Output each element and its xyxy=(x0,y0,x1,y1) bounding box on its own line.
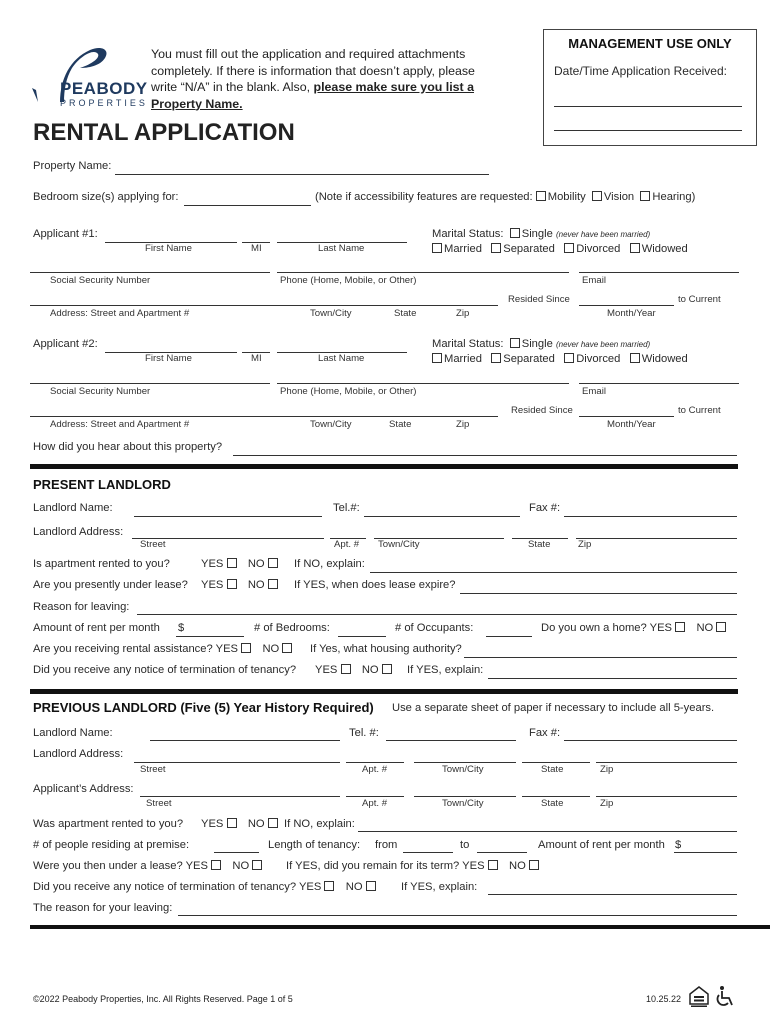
applicant2-ssn[interactable] xyxy=(30,383,270,384)
applicant2-marital: Marital Status: Single (never have been married) xyxy=(432,338,651,350)
no-checkbox[interactable] xyxy=(252,860,262,870)
caption-to-current: to Current xyxy=(678,294,721,305)
received-line-2[interactable] xyxy=(554,130,742,131)
previous-applicant-state-field[interactable] xyxy=(522,796,590,797)
hearing-checkbox[interactable] xyxy=(640,191,650,201)
previous-town-field[interactable] xyxy=(414,762,516,763)
previous-reason-field[interactable] xyxy=(178,915,737,916)
caption-zip: Zip xyxy=(600,764,614,775)
caption-mi: MI xyxy=(251,243,262,254)
caption-zip: Zip xyxy=(456,308,470,319)
previous-length-label: Length of tenancy: xyxy=(268,839,361,851)
present-fax-label: Fax #: xyxy=(529,502,561,514)
caption-last-name: Last Name xyxy=(318,353,365,364)
caption-apt: Apt. # xyxy=(334,539,360,550)
no-checkbox[interactable] xyxy=(366,881,376,891)
logo-sub: PROPERTIES xyxy=(60,98,148,108)
single-checkbox[interactable] xyxy=(510,228,520,238)
applicant1-marital: Marital Status: Single (never have been married) xyxy=(432,228,651,240)
previous-landlord-name-field[interactable] xyxy=(150,740,340,741)
previous-state-field[interactable] xyxy=(522,762,590,763)
caption-street: Street xyxy=(146,798,172,809)
caption-month-year: Month/Year xyxy=(607,308,656,319)
caption-street: Street xyxy=(140,764,166,775)
previous-fax-label: Fax #: xyxy=(529,727,561,739)
previous-rent-field[interactable] xyxy=(674,852,737,853)
no-checkbox[interactable] xyxy=(529,860,539,870)
present-landlord-name-field[interactable] xyxy=(134,516,322,517)
accessibility-icon xyxy=(714,985,736,1012)
widowed-checkbox[interactable] xyxy=(630,353,640,363)
caption-ssn: Social Security Number xyxy=(50,386,151,397)
previous-lease-question: Were you then under a lease? YES NO xyxy=(33,860,264,872)
present-occupants-field[interactable] xyxy=(486,636,532,637)
yes-checkbox[interactable] xyxy=(241,643,251,653)
caption-month-year: Month/Year xyxy=(607,419,656,430)
no-checkbox[interactable] xyxy=(268,818,278,828)
footer-copyright: ©2022 Peabody Properties, Inc. All Rights Reserved. Page 1 of 5 xyxy=(33,994,293,1004)
received-line-1[interactable] xyxy=(554,106,742,107)
present-notice-question: Did you receive any notice of termination of tenancy? xyxy=(33,664,297,676)
hear-label: How did you hear about this property? xyxy=(33,441,223,453)
previous-notice-explain-label: If YES, explain: xyxy=(401,881,478,893)
applicant1-email[interactable] xyxy=(579,272,739,273)
caption-zip: Zip xyxy=(600,798,614,809)
caption-town-city: Town/City xyxy=(442,798,484,809)
previous-from-field[interactable] xyxy=(403,852,453,853)
caption-phone: Phone (Home, Mobile, or Other) xyxy=(280,275,417,286)
previous-landlord-note: Use a separate sheet of paper if necessary to include all 5-years. xyxy=(392,702,715,714)
caption-email: Email xyxy=(582,386,606,397)
property-name-field[interactable] xyxy=(115,174,489,175)
present-reason-label: Reason for leaving: xyxy=(33,601,130,613)
divorced-checkbox[interactable] xyxy=(564,353,574,363)
single-checkbox[interactable] xyxy=(510,338,520,348)
married-checkbox[interactable] xyxy=(432,353,442,363)
present-expire-field[interactable] xyxy=(460,593,737,594)
caption-town-city: Town/City xyxy=(442,764,484,775)
previous-apt-field[interactable] xyxy=(346,762,404,763)
caption-mi: MI xyxy=(251,353,262,364)
yes-checkbox[interactable] xyxy=(675,622,685,632)
caption-state: State xyxy=(394,308,417,319)
no-checkbox[interactable] xyxy=(268,558,278,568)
caption-state: State xyxy=(541,798,564,809)
applicant2-phone[interactable] xyxy=(277,383,569,384)
applicant2-address[interactable] xyxy=(30,416,498,417)
no-checkbox[interactable] xyxy=(716,622,726,632)
accessibility-line: (Note if accessibility features are requested: Mobility Vision Hearing) xyxy=(315,191,696,203)
previous-fax-field[interactable] xyxy=(564,740,737,741)
present-zip-field[interactable] xyxy=(576,538,737,539)
previous-tel-field[interactable] xyxy=(386,740,516,741)
section-divider xyxy=(30,689,738,694)
caption-state: State xyxy=(389,419,412,430)
logo-brand: PEABODY xyxy=(60,79,148,98)
bedroom-field[interactable] xyxy=(184,205,311,206)
previous-dollar: $ xyxy=(675,839,682,851)
previous-street-field[interactable] xyxy=(134,762,340,763)
bedroom-label: Bedroom size(s) applying for: xyxy=(33,191,179,203)
previous-landlord-heading: PREVIOUS LANDLORD (Five (5) Year History Required) xyxy=(33,700,374,715)
vision-checkbox[interactable] xyxy=(592,191,602,201)
present-landlord-heading: PRESENT LANDLORD xyxy=(33,477,171,492)
caption-street: Street xyxy=(140,539,166,550)
previous-applicant-apt-field[interactable] xyxy=(346,796,404,797)
separated-checkbox[interactable] xyxy=(491,353,501,363)
previous-notice-explain-field[interactable] xyxy=(488,894,737,895)
present-rented-question: Is apartment rented to you? xyxy=(33,558,170,570)
section-divider xyxy=(30,464,738,469)
mobility-checkbox[interactable] xyxy=(536,191,546,201)
caption-to-current: to Current xyxy=(678,405,721,416)
yes-checkbox[interactable] xyxy=(324,881,334,891)
previous-to-field[interactable] xyxy=(477,852,527,853)
present-bedrooms-label: # of Bedrooms: xyxy=(254,622,330,634)
present-fax-field[interactable] xyxy=(564,516,737,517)
present-bedrooms-field[interactable] xyxy=(338,636,386,637)
caption-resided: Resided Since xyxy=(508,294,570,305)
previous-remain-question: If YES, did you remain for its term? YES NO xyxy=(286,860,541,872)
caption-state: State xyxy=(528,539,551,550)
management-box xyxy=(543,29,757,146)
equal-housing-icon xyxy=(689,986,709,1011)
caption-ssn: Social Security Number xyxy=(50,275,151,286)
caption-address: Address: Street and Apartment # xyxy=(50,419,190,430)
present-own-home: Do you own a home? YES NO xyxy=(541,622,728,634)
caption-email: Email xyxy=(582,275,606,286)
present-tel-field[interactable] xyxy=(364,516,520,517)
caption-state: State xyxy=(541,764,564,775)
previous-from-label: from xyxy=(375,839,398,851)
divorced-checkbox[interactable] xyxy=(564,243,574,253)
present-notice-options: YES NO xyxy=(315,664,394,676)
previous-applicant-address-label: Applicant’s Address: xyxy=(33,783,134,795)
previous-if-no-field[interactable] xyxy=(358,831,737,832)
no-checkbox[interactable] xyxy=(268,579,278,589)
previous-landlord-name-label: Landlord Name: xyxy=(33,727,113,739)
caption-town-city: Town/City xyxy=(378,539,420,550)
caption-apt: Apt. # xyxy=(362,764,388,775)
previous-if-no-label: If NO, explain: xyxy=(284,818,355,830)
present-rent-label: Amount of rent per month xyxy=(33,622,160,634)
caption-town: Town/City xyxy=(310,419,352,430)
present-rent-field[interactable] xyxy=(176,636,244,637)
previous-reason-label: The reason for your leaving: xyxy=(33,902,173,914)
present-tel-label: Tel.#: xyxy=(333,502,360,514)
applicant2-marital-options: Married Separated Divorced Widowed xyxy=(432,353,688,365)
present-housing-label: If Yes, what housing authority? xyxy=(310,643,462,655)
received-label: Date/Time Application Received: xyxy=(554,64,727,78)
property-name-label: Property Name: xyxy=(33,160,112,172)
present-address-label: Landlord Address: xyxy=(33,526,124,538)
present-if-no-label: If NO, explain: xyxy=(294,558,365,570)
yes-checkbox[interactable] xyxy=(227,818,237,828)
previous-zip-field[interactable] xyxy=(596,762,737,763)
caption-town: Town/City xyxy=(310,308,352,319)
previous-address-label: Landlord Address: xyxy=(33,748,124,760)
present-if-no-field[interactable] xyxy=(370,572,737,573)
hear-field[interactable] xyxy=(233,455,737,456)
previous-applicant-town-field[interactable] xyxy=(414,796,516,797)
applicant1-marital-options: Married Separated Divorced Widowed xyxy=(432,243,688,255)
yes-checkbox[interactable] xyxy=(227,579,237,589)
previous-applicant-zip-field[interactable] xyxy=(596,796,737,797)
previous-rented-question: Was apartment rented to you? xyxy=(33,818,184,830)
present-expire-label: If YES, when does lease expire? xyxy=(294,579,456,591)
applicant1-address[interactable] xyxy=(30,305,498,306)
applicant2-label: Applicant #2: xyxy=(33,338,98,350)
present-notice-explain-field[interactable] xyxy=(488,678,737,679)
applicant1-label: Applicant #1: xyxy=(33,228,98,240)
caption-phone: Phone (Home, Mobile, or Other) xyxy=(280,386,417,397)
yes-checkbox[interactable] xyxy=(488,860,498,870)
present-notice-explain-label: If YES, explain: xyxy=(407,664,484,676)
applicant2-email[interactable] xyxy=(579,383,739,384)
caption-zip: Zip xyxy=(456,419,470,430)
footer-date: 10.25.22 xyxy=(646,994,682,1004)
present-lease-options: YES NO xyxy=(201,579,280,591)
previous-notice-question: Did you receive any notice of termination of tenancy? YES NO xyxy=(33,881,378,893)
section-divider xyxy=(30,925,770,929)
applicant1-phone[interactable] xyxy=(277,272,569,273)
previous-applicant-street-field[interactable] xyxy=(140,796,340,797)
previous-rent-label: Amount of rent per month xyxy=(538,839,665,851)
present-reason-field[interactable] xyxy=(137,614,737,615)
widowed-checkbox[interactable] xyxy=(630,243,640,253)
yes-checkbox[interactable] xyxy=(341,664,351,674)
no-checkbox[interactable] xyxy=(282,643,292,653)
present-rented-options: YES NO xyxy=(201,558,280,570)
previous-rented-options: YES NO xyxy=(201,818,280,830)
management-title: MANAGEMENT USE ONLY xyxy=(568,36,732,51)
caption-first-name: First Name xyxy=(145,353,192,364)
page-title: RENTAL APPLICATION xyxy=(33,119,295,146)
yes-checkbox[interactable] xyxy=(211,860,221,870)
caption-apt: Apt. # xyxy=(362,798,388,809)
previous-tel-label: Tel. #: xyxy=(349,727,379,739)
applicant1-ssn[interactable] xyxy=(30,272,270,273)
applicant2-resided[interactable] xyxy=(579,416,674,417)
previous-people-label: # of people residing at premise: xyxy=(33,839,190,851)
present-assist-question: Are you receiving rental assistance? YES NO xyxy=(33,643,294,655)
company-logo xyxy=(30,44,148,110)
present-housing-field[interactable] xyxy=(464,657,737,658)
applicant1-resided[interactable] xyxy=(579,305,674,306)
present-occupants-label: # of Occupants: xyxy=(395,622,474,634)
present-lease-question: Are you presently under lease? xyxy=(33,579,188,591)
caption-address: Address: Street and Apartment # xyxy=(50,308,190,319)
no-checkbox[interactable] xyxy=(382,664,392,674)
previous-to-label: to xyxy=(460,839,470,851)
yes-checkbox[interactable] xyxy=(227,558,237,568)
present-landlord-name-label: Landlord Name: xyxy=(33,502,113,514)
caption-last-name: Last Name xyxy=(318,243,365,254)
caption-zip: Zip xyxy=(578,539,592,550)
caption-resided: Resided Since xyxy=(511,405,573,416)
intro-text: You must fill out the application and required attachments completely. If there is information that doesn’t apply, please write “N/A” in the blank. Also, please make sure you list a Property Name. xyxy=(151,47,475,111)
previous-people-field[interactable] xyxy=(214,852,259,853)
married-checkbox[interactable] xyxy=(432,243,442,253)
separated-checkbox[interactable] xyxy=(491,243,501,253)
caption-first-name: First Name xyxy=(145,243,192,254)
present-dollar: $ xyxy=(178,622,185,634)
